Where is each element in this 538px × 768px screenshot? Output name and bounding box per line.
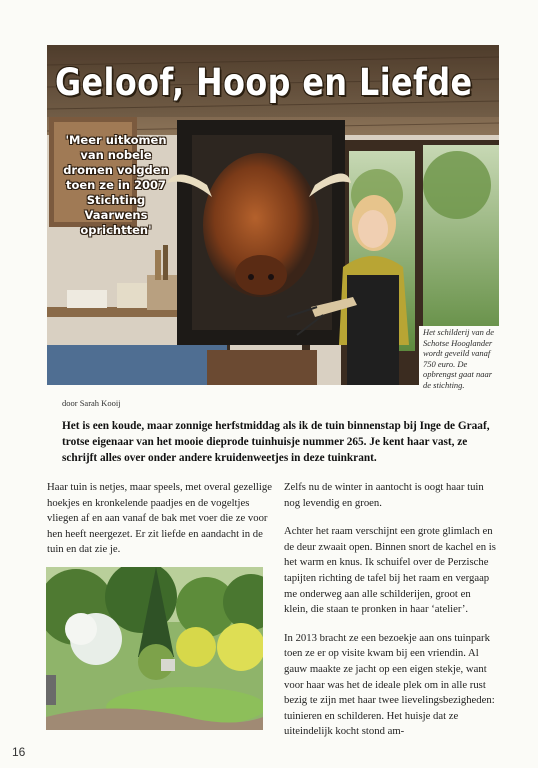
body-paragraph: Haar tuin is netjes, maar speels, met overal gezellige hoekjes en kronkelende paadjes en de vogeltjes vliegen af en aan vanaf de bak met voer die ze voor hen heeft neergezet. Er zit liefde en aandacht in de tuin en dat zie je.: [47, 481, 272, 556]
body-paragraph: Zelfs nu de winter in aantocht is oogt haar tuin nog levendig en groen.: [284, 481, 484, 509]
byline: door Sarah Kooij: [62, 398, 121, 408]
article-headline: Geloof, Hoop en Liefde: [55, 61, 473, 104]
lead-paragraph: Het is een koude, maar zonnige herfstmiddag als ik de tuin binnenstap bij Inge de Graaf, trotse eigenaar van het mooie dieprode tuinhuisje nummer 265. Je kent haar vast, ze schrijft alles over onder andere kruidenweetjes in deze tuinkrant.: [62, 420, 490, 464]
garden-photo-image: [46, 567, 263, 730]
left-column: [47, 480, 275, 571]
garden-photo: [46, 567, 263, 730]
body-paragraph: Achter het raam verschijnt een grote glimlach en de deur zwaait open. Binnen snort de kachel en is het warm en knus. Ik schuifel over de Perzische tapijten richting de tafel bij het raam en vergaap me onderweg aan alle schilderijen, groot en klein, die staan te pronken in haar ‘atelier’.: [284, 525, 496, 616]
right-column: [284, 480, 496, 753]
body-paragraph: In 2013 bracht ze een bezoekje aan ons tuinpark toen ze er op visite kwam bij een vriendin. Al gauw maakte ze jacht op een eigen stekje, want voor haar was het de ideale plek om in alle rust bezig te zijn met haar twee lievelingsbezigheden: tuinieren en schilderen. Het huisje dat ze uiteindelijk kocht stond am-: [284, 631, 495, 738]
photo-caption: Het schilderij van de Schotse Hooglander wordt geveild vanaf 750 euro. De opbrengst gaat naar de stichting.: [419, 326, 499, 393]
pull-quote: 'Meer uitkomen van nobele dromen volgden toen ze in 2007 Stichting Vaarwens oprichtten': [63, 133, 169, 237]
page-number: 16: [12, 745, 26, 759]
